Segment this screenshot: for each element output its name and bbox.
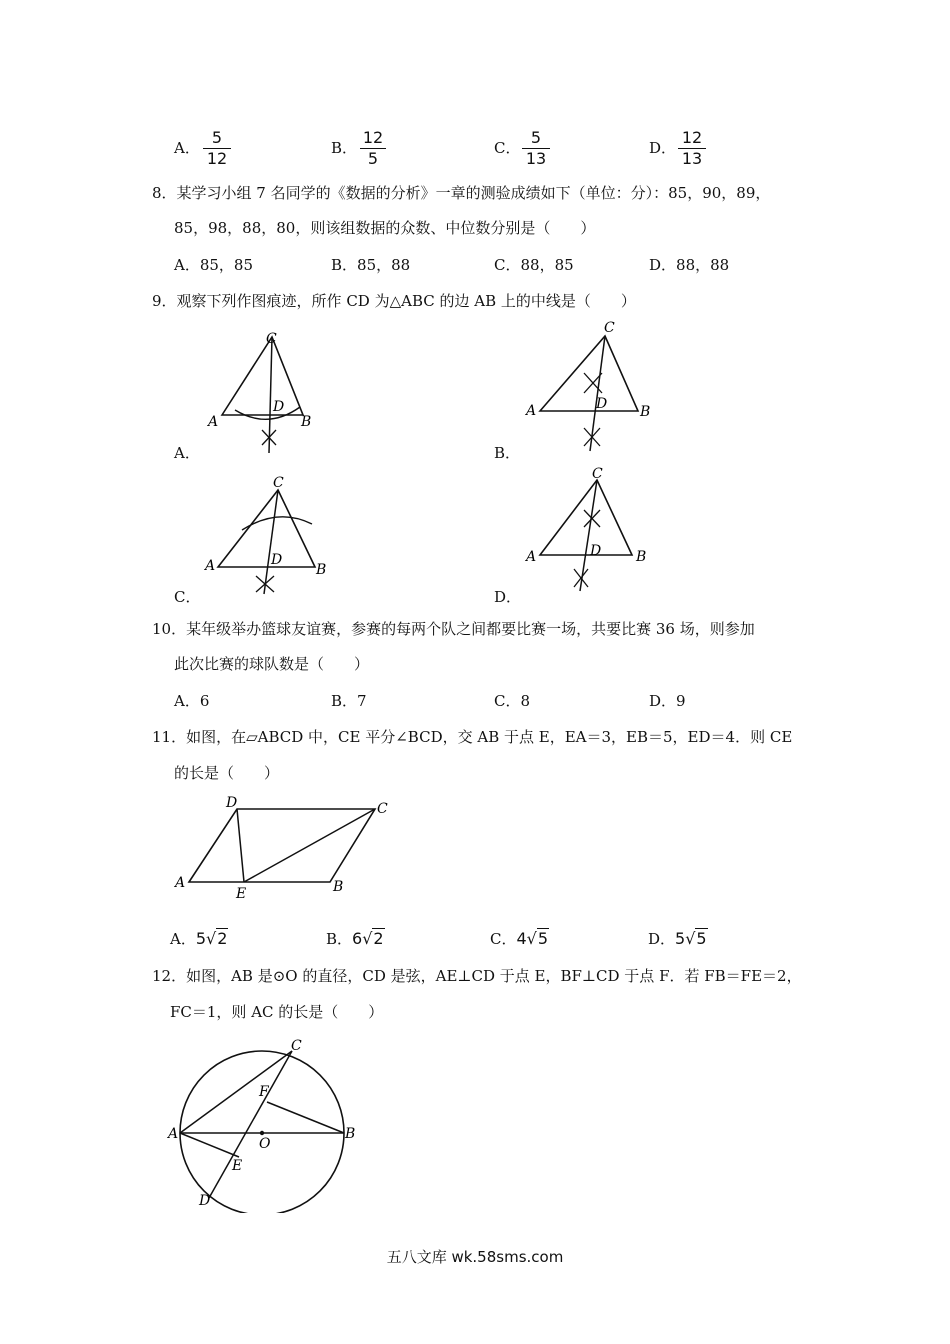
q8-option-c: C．88，85: [494, 256, 574, 274]
label-c: C: [592, 466, 603, 482]
coefficient: 5: [195, 929, 207, 948]
radicand: 2: [373, 929, 384, 948]
q8-option-b: B．85，88: [331, 256, 411, 274]
q12-circle-figure: [165, 1038, 365, 1213]
option-label: D．: [649, 139, 677, 157]
q10-option-a: A．6: [174, 692, 210, 710]
label-d: D: [273, 399, 285, 415]
label-a: A: [526, 403, 537, 419]
fraction: [360, 129, 386, 168]
label-b: B: [301, 414, 312, 430]
q9-figure-c: [200, 472, 340, 597]
denominator: 12: [206, 149, 228, 168]
label-b: B: [345, 1126, 356, 1142]
radicand: 5: [537, 929, 549, 948]
label-a: A: [175, 875, 186, 891]
numerator: 12: [362, 128, 384, 147]
q9-option-c: C．: [174, 588, 201, 606]
radicand: 5: [696, 929, 707, 948]
q10-option-c: C．8: [494, 692, 531, 710]
q11-stem-line2: 的长是（ ）: [174, 764, 280, 782]
q11-parallelogram-figure: [170, 790, 400, 905]
option-label: B．: [326, 930, 353, 948]
label-d: D: [271, 552, 283, 568]
q10-option-d: D．9: [649, 692, 686, 710]
denominator: 13: [525, 149, 547, 168]
label-a: A: [205, 558, 216, 574]
option-label: C．: [494, 139, 521, 157]
label-d: D: [199, 1193, 211, 1209]
fraction: [203, 129, 231, 168]
q10-stem-line1: 10．某年级举办篮球友谊赛，参赛的每两个队之间都要比赛一场，共要比赛 36 场，则参加: [152, 620, 755, 638]
q8-stem-line2: 85，98，88，80，则该组数据的众数、中位数分别是（ ）: [174, 219, 596, 237]
label-c: C: [291, 1038, 302, 1054]
q11-stem-line1: 11．如图，在▱ABCD 中，CE 平分∠BCD，交 AB 于点 E，EA＝3，EB＝5，ED＝4．则 CE: [152, 728, 793, 746]
q10-stem-line2: 此次比赛的球队数是（ ）: [174, 655, 370, 673]
label-d: D: [226, 795, 238, 811]
option-label: D．: [648, 930, 676, 948]
label-a: A: [526, 549, 537, 565]
q8-stem-line1: 8．某学习小组 7 名同学的《数据的分析》一章的测验成绩如下（单位：分）：85，90，89，: [152, 184, 771, 202]
option-label: A．: [170, 930, 196, 948]
option-label: B．: [331, 139, 358, 157]
q9-figure-d: [520, 465, 660, 595]
label-a: A: [208, 414, 219, 430]
q10-option-b: B．7: [331, 692, 367, 710]
page-footer: 五八文库 wk.58sms.com: [386, 1248, 564, 1266]
q8-option-d: D．88，88: [649, 256, 730, 274]
label-c: C: [377, 801, 388, 817]
denominator: 5: [367, 149, 379, 168]
label-d: D: [596, 396, 608, 412]
denominator: 13: [681, 149, 703, 168]
q9-option-b: B．: [494, 444, 521, 462]
q11-option-c: C．4√5: [490, 929, 549, 948]
coefficient: 5: [675, 929, 686, 948]
label-e: E: [232, 1158, 243, 1174]
coefficient: 4: [516, 929, 527, 948]
q8-option-a: A．85，85: [174, 256, 254, 274]
q11-option-a: A．5√2: [170, 929, 228, 948]
q12-stem-line2: FC＝1，则 AC 的长是（ ）: [170, 1003, 384, 1021]
numerator: 5: [530, 128, 542, 147]
coefficient: 6: [352, 929, 363, 948]
label-d: D: [590, 543, 602, 559]
label-c: C: [604, 320, 615, 336]
label-o: O: [259, 1136, 271, 1152]
q9-option-d: D．: [494, 588, 522, 606]
q9-figure-a: [200, 325, 330, 460]
numerator: 5: [211, 128, 223, 147]
label-c: C: [273, 475, 284, 491]
option-label: C．: [490, 930, 517, 948]
label-b: B: [640, 404, 651, 420]
label-c: C: [266, 331, 277, 347]
q11-option-b: B．6√2: [326, 929, 384, 948]
label-b: B: [333, 879, 344, 895]
label-f: F: [259, 1084, 269, 1100]
label-b: B: [636, 549, 647, 565]
fraction: [522, 129, 550, 168]
q12-stem-line1: 12．如图，AB 是⊙O 的直径，CD 是弦，AE⊥CD 于点 E，BF⊥CD 于点 F．若 FB＝FE＝2，: [152, 967, 802, 985]
fraction: [678, 129, 706, 168]
q9-figure-b: [520, 318, 660, 458]
q9-stem: 9．观察下列作图痕迹，所作 CD 为△ABC 的边 AB 上的中线是（ ）: [152, 292, 636, 310]
label-b: B: [316, 562, 327, 578]
q9-option-a: A．: [174, 444, 200, 462]
q11-option-d: D．5√5: [648, 929, 707, 948]
radicand: 2: [217, 929, 228, 948]
numerator: 12: [681, 128, 703, 147]
label-e: E: [236, 886, 247, 902]
option-label: A．: [174, 139, 200, 157]
label-a: A: [168, 1126, 179, 1142]
